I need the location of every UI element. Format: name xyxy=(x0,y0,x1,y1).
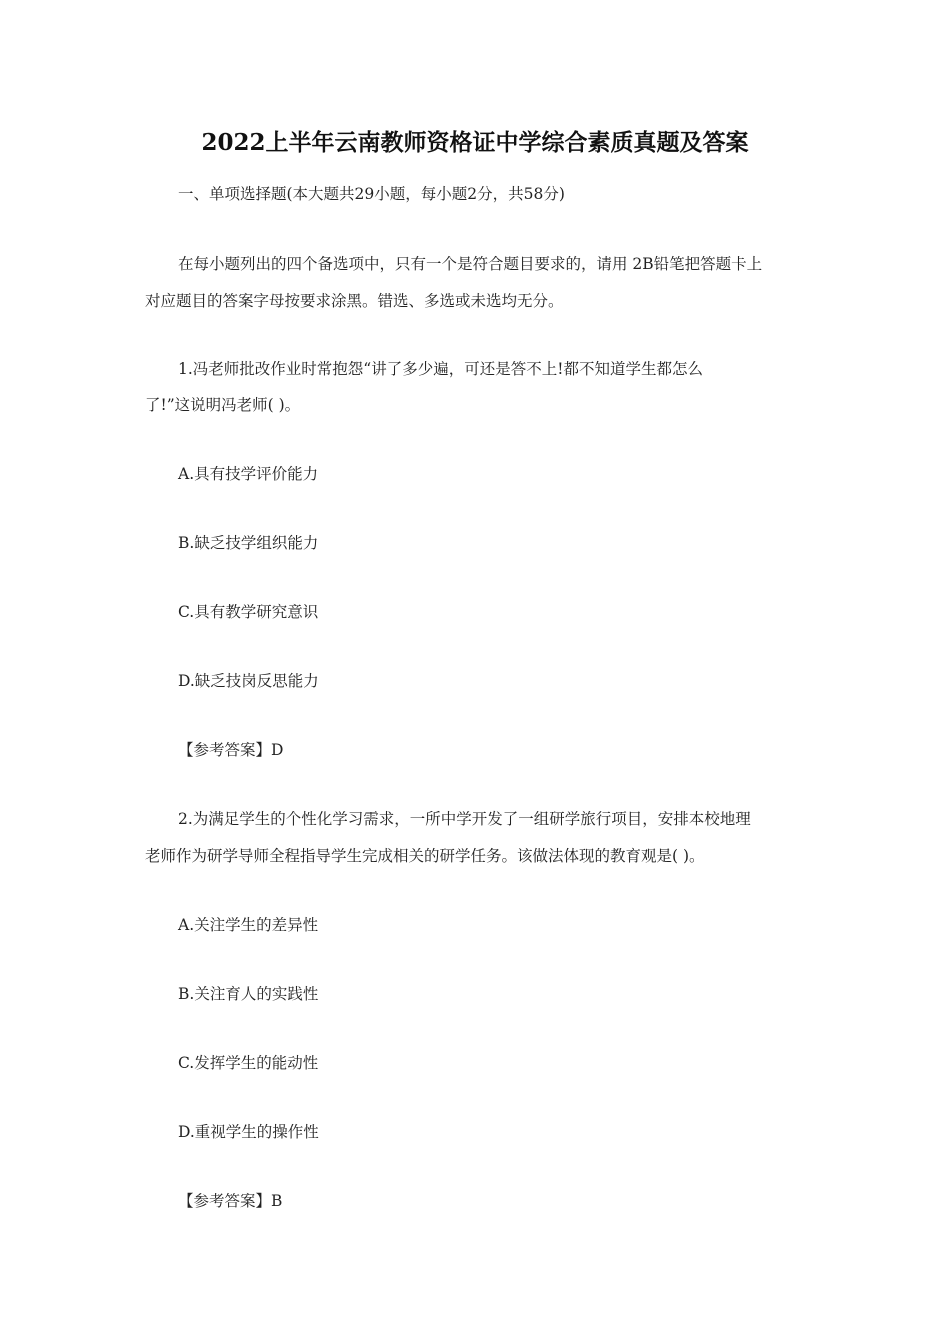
question-2-answer: 【参考答案】B xyxy=(178,1192,283,1210)
question-1-option-d: D.缺乏技岗反思能力 xyxy=(178,672,319,690)
question-1-option-a: A.具有技学评价能力 xyxy=(178,465,319,483)
question-1-option-b: B.缺乏技学组织能力 xyxy=(178,534,319,552)
question-2-option-c: C.发挥学生的能动性 xyxy=(178,1054,319,1072)
question-1-stem-line-1: 1.冯老师批改作业时常抱怨“讲了多少遍，可还是答不上!都不知道学生都怎么 xyxy=(178,360,703,378)
question-1-answer: 【参考答案】D xyxy=(178,741,284,759)
question-2-option-b: B.关注育人的实践性 xyxy=(178,985,319,1003)
section-heading: 一、单项选择题(本大题共29小题，每小题2分，共58分) xyxy=(178,185,565,203)
instructions-line-1: 在每小题列出的四个备选项中，只有一个是符合题目要求的，请用 2B铅笔把答题卡上 xyxy=(178,255,763,273)
question-2-stem-line-1: 2.为满足学生的个性化学习需求，一所中学开发了一组研学旅行项目，安排本校地理 xyxy=(178,810,751,828)
question-2-stem-line-2: 老师作为研学导师全程指导学生完成相关的研学任务。该做法体现的教育观是( )。 xyxy=(145,847,705,865)
document-title: 2022上半年云南教师资格证中学综合素质真题及答案 xyxy=(201,129,749,156)
question-2-option-d: D.重视学生的操作性 xyxy=(178,1123,319,1141)
instructions-line-2: 对应题目的答案字母按要求涂黑。错选、多选或未选均无分。 xyxy=(145,292,564,310)
question-2-option-a: A.关注学生的差异性 xyxy=(178,916,319,934)
question-1-option-c: C.具有教学研究意识 xyxy=(178,603,319,621)
question-1-stem-line-2: 了!”这说明冯老师( )。 xyxy=(145,396,301,414)
